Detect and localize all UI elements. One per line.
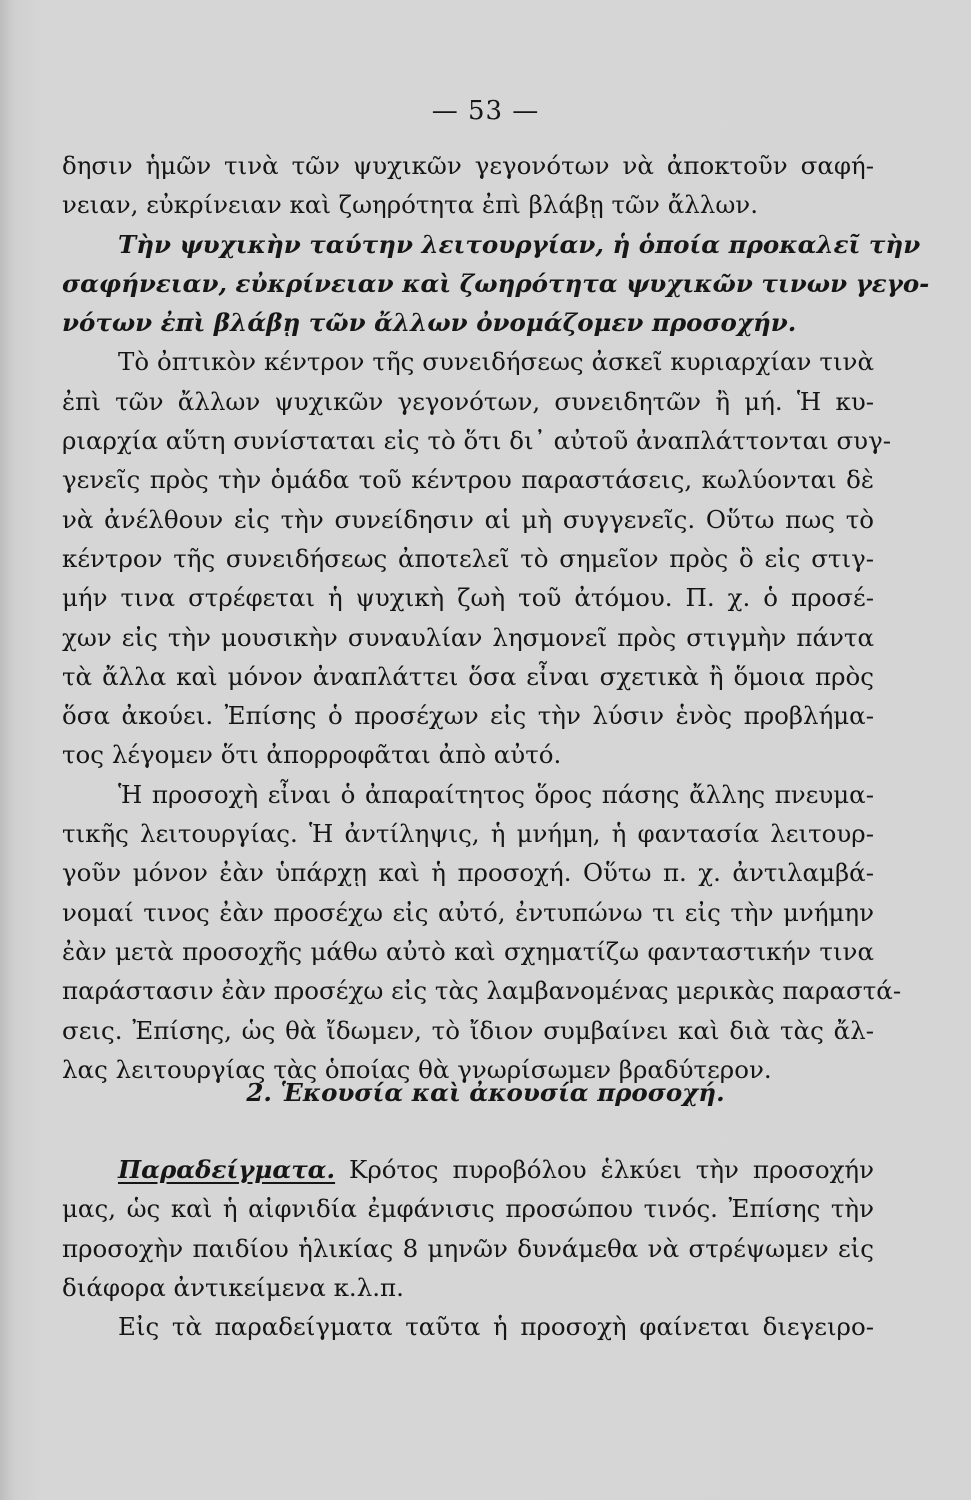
section-heading: 2. Ἑκουσία καὶ ἀκουσία προσοχή.	[246, 1078, 725, 1107]
text-line: νὰ ἀνέλθουν εἰς τὴν συνείδησιν αἱ μὴ συγγενεῖς. Οὕτω πως τὸ	[62, 504, 874, 534]
text-line: μήν τινα στρέφεται ἡ ψυχικὴ ζωὴ τοῦ ἀτόμου. Π. χ. ὁ προσέ-	[62, 583, 874, 613]
text-line: νομαί τινος ἐὰν προσέχω εἰς αὐτό, ἐντυπώνω τι εἰς τὴν μνήμην	[62, 897, 874, 927]
text-line: χων εἰς τὴν μουσικὴν συναυλίαν λησμονεῖ πρὸς στιγμὴν πάντα	[62, 622, 874, 652]
examples-first-line-rest: Κρότος πυροβόλου ἑλκύει τὴν προσοχήν	[349, 1155, 874, 1184]
text-line: γενεῖς πρὸς τὴν ὁμάδα τοῦ κέντρου παραστάσεις, κωλύονται δὲ	[62, 465, 874, 495]
examples-label: Παραδείγματα.	[118, 1155, 336, 1184]
definition-line: σαφήνειαν, εὐκρίνειαν καὶ ζωηρότητα ψυχικῶν τινων γεγο-	[62, 268, 930, 298]
text-line: τικῆς λειτουργίας. Ἡ ἀντίληψις, ἡ μνήμη, ἡ φαντασία λειτουρ-	[62, 819, 874, 849]
text-line: νειαν, εὐκρίνειαν καὶ ζωηρότητα ἐπὶ βλάβῃ τῶν ἄλλων.	[62, 190, 758, 220]
text-line: προσοχὴν παιδίου ἡλικίας 8 μηνῶν δυνάμεθα νὰ στρέψωμεν εἰς	[62, 1233, 874, 1263]
text-line: ἐὰν μετὰ προσοχῆς μάθω αὐτὸ καὶ σχηματίζω φανταστικήν τινα	[62, 936, 874, 966]
main-text	[62, 146, 930, 1089]
text-line: κέντρον τῆς συνειδήσεως ἀποτελεῖ τὸ σημεῖον πρὸς ὃ εἰς στιγ-	[62, 543, 874, 573]
text-line: Ἡ προσοχὴ εἶναι ὁ ἀπαραίτητος ὅρος πάσης ἄλλης πνευμα-	[118, 779, 874, 809]
definition-line: Τὴν ψυχικὴν ταύτην λειτουργίαν, ἡ ὁποία προκαλεῖ τὴν	[118, 229, 921, 259]
examples-first-line	[62, 1150, 874, 1189]
text-line: Εἰς τὰ παραδείγματα ταῦτα ἡ προσοχὴ φαίνεται διεγειρο-	[118, 1312, 874, 1342]
text-line: σεις. Ἐπίσης, ὡς θὰ ἴδωμεν, τὸ ἴδιον συμβαίνει καὶ διὰ τὰς ἄλ-	[62, 1015, 874, 1045]
text-line: διάφορα ἀντικείμενα κ.λ.π.	[62, 1272, 404, 1302]
text-line: λας λειτουργίας τὰς ὁποίας θὰ γνωρίσωμεν βραδύτερον.	[62, 1054, 772, 1084]
examples-text	[62, 1150, 874, 1346]
text-line: Τὸ ὀπτικὸν κέντρον τῆς συνειδήσεως ἀσκεῖ κυριαρχίαν τινὰ	[118, 347, 874, 377]
text-line: τὰ ἄλλα καὶ μόνον ἀναπλάττει ὅσα εἶναι σχετικὰ ἢ ὅμοια πρὸς	[62, 661, 874, 691]
text-line: ἐπὶ τῶν ἄλλων ψυχικῶν γεγονότων, συνειδητῶν ἢ μή. Ἡ κυ-	[62, 386, 874, 416]
text-line: ὅσα ἀκούει. Ἐπίσης ὁ προσέχων εἰς τὴν λύσιν ἑνὸς προβλήμα-	[62, 701, 874, 731]
definition-line: νότων ἐπὶ βλάβῃ τῶν ἄλλων ὀνομάζομεν προσοχήν.	[62, 308, 797, 338]
text-line: ριαρχία αὕτη συνίσταται εἰς τὸ ὅτι δι᾽ αὐτοῦ ἀναπλάττονται συγ-	[62, 426, 891, 456]
text-line: μας, ὡς καὶ ἡ αἰφνιδία ἐμφάνισις προσώπου τινός. Ἐπίσης τὴν	[62, 1194, 874, 1224]
page-number: — 53 —	[431, 96, 540, 126]
text-line: δησιν ἡμῶν τινὰ τῶν ψυχικῶν γεγονότων νὰ ἀποκτοῦν σαφή-	[62, 151, 874, 180]
text-line: γοῦν μόνον ἐὰν ὑπάρχῃ καὶ ἡ προσοχή. Οὕτω π. χ. ἀντιλαμβά-	[62, 858, 874, 888]
text-line: τος λέγομεν ὅτι ἀπορροφᾶται ἀπὸ αὐτό.	[62, 740, 562, 770]
text-line: παράστασιν ἐὰν προσέχω εἰς τὰς λαμβανομένας μερικὰς παραστά-	[62, 976, 902, 1006]
